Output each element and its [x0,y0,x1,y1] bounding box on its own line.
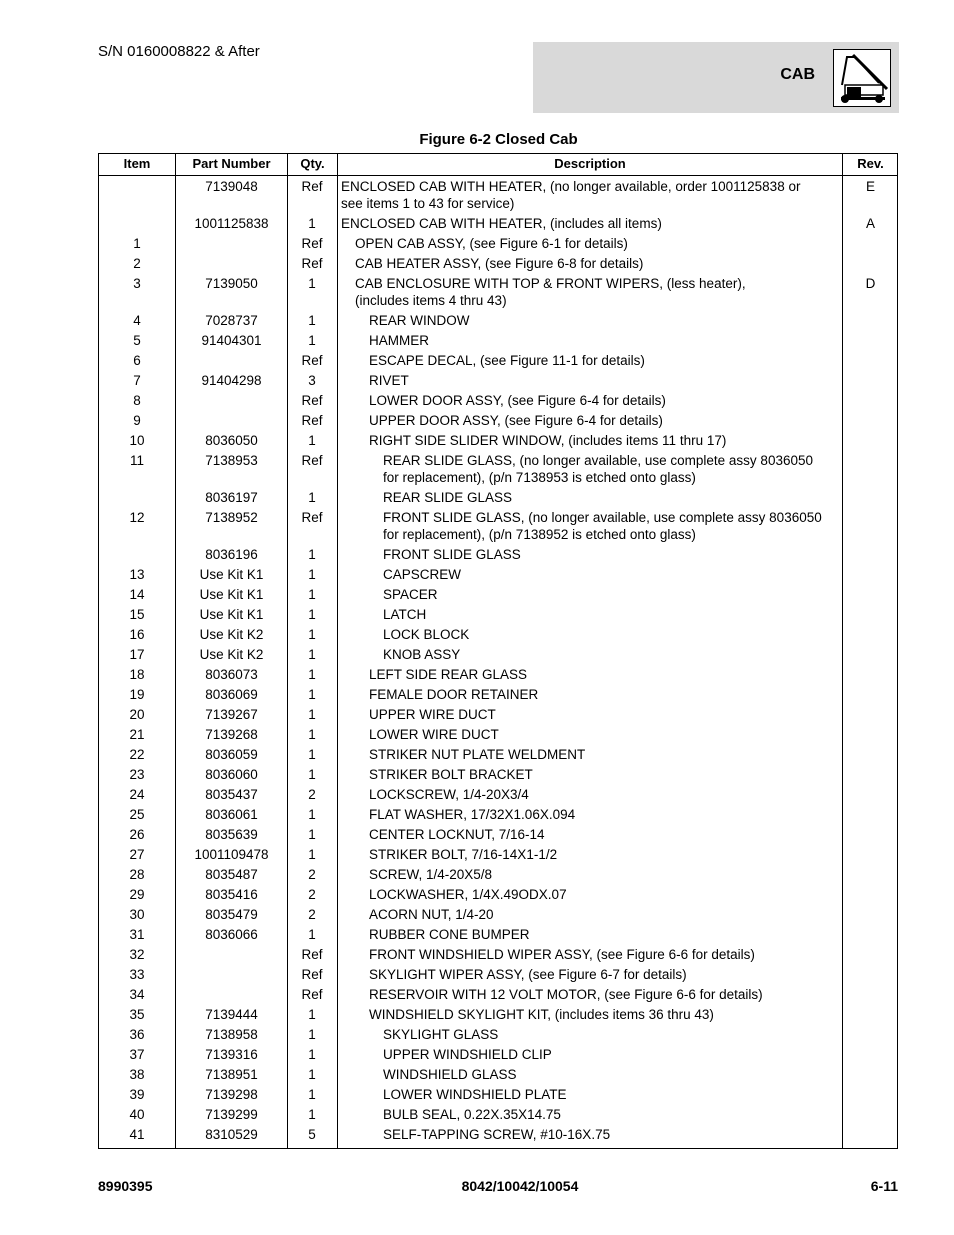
description [341,1126,883,1143]
part-number: 7139444 [205,1007,258,1022]
description [341,806,869,823]
part-number: 7138952 [205,510,258,525]
description-line: SKYLIGHT GLASS [383,1027,499,1042]
quantity: 1 [308,490,316,505]
item-number: 17 [129,647,145,662]
part-number: 7139298 [205,1087,258,1102]
description [341,686,869,703]
description [341,626,883,643]
description [341,255,855,272]
part-number: 7138951 [205,1067,258,1082]
part-number: 7139299 [205,1107,258,1122]
item-number: 8 [133,393,141,408]
quantity: 1 [308,927,316,942]
quantity: 1 [308,1107,316,1122]
section-header [533,42,899,113]
description-line: UPPER DOOR ASSY, (see Figure 6-4 for details) [369,413,663,428]
description [341,986,869,1003]
quantity: 1 [308,747,316,762]
description-line: FLAT WASHER, 17/32X1.06X.094 [369,807,576,822]
item-number: 2 [133,256,141,271]
description-line: STRIKER BOLT BRACKET [369,767,533,782]
description-line: STRIKER NUT PLATE WELDMENT [369,747,586,762]
description-line: LOCK BLOCK [383,627,470,642]
description [341,412,869,429]
part-number: 8036066 [205,927,258,942]
item-number: 5 [133,333,141,348]
description-line: ENCLOSED CAB WITH HEATER, (includes all items) [341,216,662,231]
quantity: 1 [308,547,316,562]
part-number: Use Kit K1 [199,607,264,622]
quantity: Ref [301,987,323,1002]
item-number: 36 [129,1027,145,1042]
description [341,489,883,506]
description-line: REAR SLIDE GLASS [383,490,513,505]
item-number: 18 [129,667,145,682]
description-line: RIVET [369,373,409,388]
description [341,432,869,449]
description [341,906,869,923]
quantity: Ref [301,413,323,428]
item-number: 9 [133,413,141,428]
description [341,666,869,683]
description-line: LOWER DOOR ASSY, (see Figure 6-4 for details) [369,393,666,408]
part-number: 8035639 [205,827,258,842]
description-line: LOCKSCREW, 1/4-20X3/4 [369,787,529,802]
description-line: (includes items 4 thru 43) [355,293,507,308]
description-line: REAR WINDOW [369,313,470,328]
item-number: 23 [129,767,145,782]
quantity: 1 [308,667,316,682]
part-number: 8035416 [205,887,258,902]
part-number: 8035487 [205,867,258,882]
quantity: 1 [308,707,316,722]
description-line: WINDSHIELD GLASS [383,1067,517,1082]
description [341,1026,883,1043]
part-number: 8035437 [205,787,258,802]
description [341,726,869,743]
description-line: RESERVOIR WITH 12 VOLT MOTOR, (see Figure 6-6 for details) [369,987,763,1002]
part-number: 7139268 [205,727,258,742]
column-header-item: Item [123,156,151,171]
description [341,275,855,309]
description [341,332,869,349]
item-number: 13 [129,567,145,582]
description [341,215,841,232]
part-number: Use Kit K1 [199,567,264,582]
description [341,509,883,543]
quantity: 1 [308,567,316,582]
quantity: 1 [308,607,316,622]
quantity: 1 [308,313,316,328]
item-number: 35 [129,1007,145,1022]
cab-machine-icon [833,49,891,107]
item-number: 24 [129,787,145,802]
part-number: 7139048 [205,179,258,194]
description-line: LATCH [383,607,427,622]
part-number: 8036197 [205,490,258,505]
part-number: Use Kit K1 [199,587,264,602]
description [341,372,869,389]
description [341,946,869,963]
description-line: ACORN NUT, 1/4-20 [369,907,494,922]
description-line: LOCKWASHER, 1/4X.49ODX.07 [369,887,567,902]
description [341,1066,883,1083]
quantity: 1 [308,216,316,231]
quantity: Ref [301,967,323,982]
quantity: 1 [308,276,316,291]
description-line: BULB SEAL, 0.22X.35X14.75 [383,1107,561,1122]
description [341,1046,883,1063]
item-number: 7 [133,373,141,388]
description [341,966,869,983]
column-header-description: Description [554,156,626,171]
quantity: Ref [301,393,323,408]
column-header-qty: Qty. [300,156,325,171]
column-header-part-number: Part Number [192,156,271,171]
part-number: Use Kit K2 [199,627,264,642]
part-number: 91404298 [201,373,262,388]
description-line: HAMMER [369,333,429,348]
item-number: 19 [129,687,145,702]
revision: E [865,179,875,194]
description [341,846,869,863]
figure-title: Figure 6-2 Closed Cab [419,131,578,148]
footer-page-number: 6-11 [870,1178,898,1194]
parts-table [98,153,898,1149]
item-number: 21 [129,727,145,742]
description [341,312,869,329]
part-number: 1001125838 [194,216,269,231]
item-number: 40 [129,1107,145,1122]
part-number: 91404301 [201,333,262,348]
quantity: 2 [308,787,316,802]
description-line: OPEN CAB ASSY, (see Figure 6-1 for details) [355,236,628,251]
part-number: 7139316 [205,1047,258,1062]
quantity: 1 [308,1067,316,1082]
description-line: CAB HEATER ASSY, (see Figure 6-8 for details) [355,256,644,271]
quantity: 1 [308,807,316,822]
quantity: Ref [301,510,323,525]
quantity: Ref [301,453,323,468]
description [341,886,869,903]
quantity: Ref [301,236,323,251]
description-line: SCREW, 1/4-20X5/8 [369,867,493,882]
item-number: 28 [129,867,145,882]
description-line: UPPER WINDSHIELD CLIP [383,1047,552,1062]
description [341,746,869,763]
description-line: LEFT SIDE REAR GLASS [369,667,528,682]
part-number: 8036196 [205,547,258,562]
description [341,786,869,803]
part-number: 7139267 [205,707,258,722]
quantity: 1 [308,1007,316,1022]
description-line: for replacement), (p/n 7138952 is etched onto glass) [383,527,696,542]
part-number: Use Kit K2 [199,647,264,662]
description-line: RIGHT SIDE SLIDER WINDOW, (includes items 11 thru 17) [369,433,727,448]
quantity: 1 [308,433,316,448]
description [341,586,883,603]
quantity: 1 [308,1027,316,1042]
quantity: 1 [308,627,316,642]
quantity: Ref [301,256,323,271]
item-number: 25 [129,807,145,822]
quantity: Ref [301,353,323,368]
description [341,646,883,663]
serial-number-range: S/N 0160008822 & After [98,43,260,60]
item-number: 1 [133,236,141,251]
item-number: 6 [133,353,141,368]
description [341,926,869,943]
part-number: 8310529 [205,1127,258,1142]
quantity: 1 [308,647,316,662]
quantity: 5 [308,1127,316,1142]
description [341,1106,883,1123]
description-line: CENTER LOCKNUT, 7/16-14 [369,827,545,842]
item-number: 33 [129,967,145,982]
part-number: 1001109478 [194,847,269,862]
item-number: 27 [129,847,145,862]
description-line: WINDSHIELD SKYLIGHT KIT, (includes items 36 thru 43) [369,1007,714,1022]
description-line: FRONT WINDSHIELD WIPER ASSY, (see Figure 6-6 for details) [369,947,755,962]
description-line: for replacement), (p/n 7138953 is etched onto glass) [383,470,696,485]
description-line: ENCLOSED CAB WITH HEATER, (no longer available, order 1001125838 or [341,179,801,194]
item-number: 34 [129,987,145,1002]
description [341,452,883,486]
item-number: 14 [129,587,145,602]
quantity: Ref [301,179,323,194]
section-label: CAB [780,66,815,83]
description-line: REAR SLIDE GLASS, (no longer available, use complete assy 8036050 [383,453,813,468]
description-line: KNOB ASSY [383,647,461,662]
description-line: SKYLIGHT WIPER ASSY, (see Figure 6-7 for details) [369,967,687,982]
part-number: 8036060 [205,767,258,782]
quantity: 2 [308,887,316,902]
description-line: LOWER WIRE DUCT [369,727,499,742]
column-header-rev: Rev. [857,156,884,171]
revision: A [865,216,875,231]
part-number: 7028737 [205,313,258,328]
description-line: RUBBER CONE BUMPER [369,927,530,942]
description-line: FRONT SLIDE GLASS, (no longer available, use complete assy 8036050 [383,510,822,525]
item-number: 41 [129,1127,145,1142]
quantity: 3 [308,373,316,388]
quantity: 1 [308,727,316,742]
description-line: UPPER WIRE DUCT [369,707,496,722]
quantity: 2 [308,907,316,922]
description-line: FEMALE DOOR RETAINER [369,687,539,702]
description [341,866,869,883]
item-number: 26 [129,827,145,842]
quantity: 1 [308,1087,316,1102]
description-line: CAPSCREW [383,567,462,582]
description-line: SPACER [383,587,438,602]
quantity: 1 [308,687,316,702]
revision: D [865,276,876,291]
item-number: 16 [129,627,145,642]
item-number: 11 [129,453,144,468]
part-number: 7138953 [205,453,258,468]
description [341,706,869,723]
description [341,1086,883,1103]
quantity: 1 [308,827,316,842]
description [341,1006,869,1023]
description [341,546,883,563]
description [341,766,869,783]
description-line: FRONT SLIDE GLASS [383,547,521,562]
description-line: see items 1 to 43 for service) [341,196,515,211]
description [341,606,883,623]
item-number: 12 [129,510,145,525]
description-line: ESCAPE DECAL, (see Figure 11-1 for details) [369,353,645,368]
part-number: 8035479 [205,907,258,922]
quantity: 1 [308,847,316,862]
quantity: 2 [308,867,316,882]
description [341,352,869,369]
item-number: 38 [129,1067,145,1082]
description [341,235,855,252]
description [341,826,869,843]
quantity: 1 [308,333,316,348]
quantity: Ref [301,947,323,962]
item-number: 31 [129,927,145,942]
quantity: 1 [308,767,316,782]
part-number: 8036050 [205,433,258,448]
item-number: 29 [129,887,145,902]
description-line: STRIKER BOLT, 7/16-14X1-1/2 [369,847,558,862]
description [341,392,869,409]
part-number: 7138958 [205,1027,258,1042]
description-line: SELF-TAPPING SCREW, #10-16X.75 [383,1127,611,1142]
footer-manual-number: 8990395 [98,1178,153,1194]
part-number: 8036069 [205,687,258,702]
item-number: 15 [129,607,145,622]
item-number: 4 [133,313,141,328]
part-number: 7139050 [205,276,258,291]
part-number: 8036061 [205,807,258,822]
item-number: 32 [129,947,145,962]
description [341,566,883,583]
part-number: 8036059 [205,747,258,762]
item-number: 3 [133,276,141,291]
footer-model-numbers: 8042/10042/10054 [461,1178,579,1194]
quantity: 1 [308,1047,316,1062]
part-number: 8036073 [205,667,258,682]
description [341,178,841,212]
item-number: 22 [129,747,145,762]
description-line: LOWER WINDSHIELD PLATE [383,1087,567,1102]
item-number: 30 [129,907,145,922]
item-number: 37 [129,1047,145,1062]
item-number: 39 [129,1087,145,1102]
quantity: 1 [308,587,316,602]
item-number: 10 [129,433,145,448]
item-number: 20 [129,707,145,722]
description-line: CAB ENCLOSURE WITH TOP & FRONT WIPERS, (less heater), [355,276,746,291]
